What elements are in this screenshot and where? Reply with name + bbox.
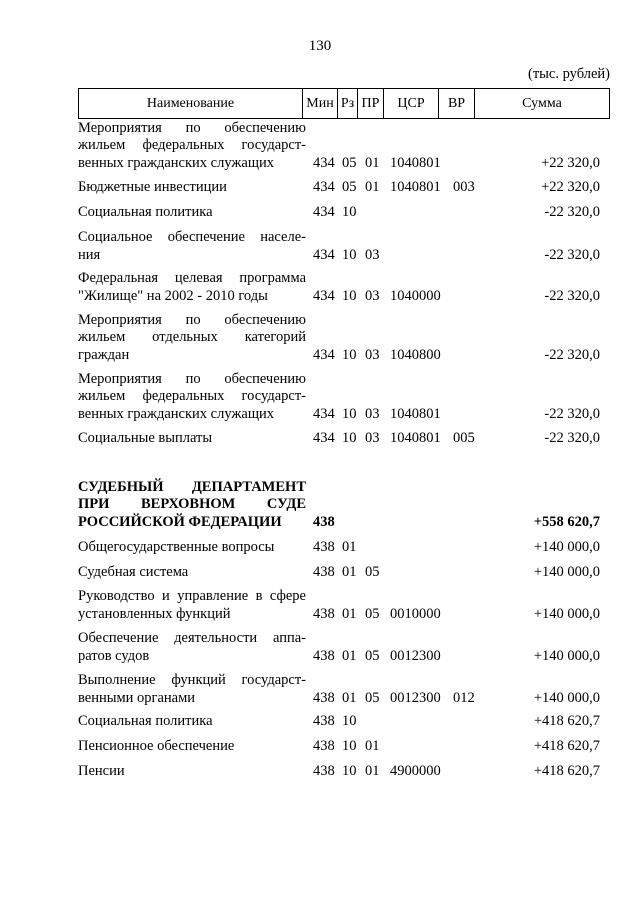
row-name-line: ратов судов — [78, 647, 150, 664]
cell-min: 438 — [313, 762, 335, 779]
table-row — [78, 763, 610, 781]
cell-min: 434 — [313, 287, 335, 304]
cell-min: 434 — [313, 405, 335, 422]
row-name-line: Мероприятия по обеспечению — [78, 370, 306, 387]
header-min: Мин — [303, 89, 338, 118]
cell-csr: 1040800 — [390, 346, 441, 363]
row-name-line: Общегосударственные вопросы — [78, 538, 275, 555]
cell-rz: 10 — [342, 712, 357, 729]
cell-sum: -22 320,0 — [544, 287, 600, 304]
cell-sum: -22 320,0 — [544, 429, 600, 446]
row-name-line: венных гражданских служащих — [78, 405, 275, 422]
row-name-line: Социальное обеспечение населе- — [78, 229, 306, 245]
cell-rz: 01 — [342, 538, 357, 555]
cell-sum: +418 620,7 — [533, 762, 600, 779]
table-row — [78, 179, 610, 197]
cell-min: 438 — [313, 563, 335, 580]
table-row — [78, 229, 610, 264]
row-name-line: Мероприятия по обеспечению — [78, 119, 306, 136]
row-name — [78, 430, 306, 448]
header-sum: Сумма — [475, 89, 610, 118]
cell-vr: 003 — [453, 178, 475, 195]
row-name-line: венных гражданских служащих — [78, 154, 275, 171]
row-name-line: СУДЕБНЫЙ ДЕПАРТАМЕНТ — [78, 478, 306, 495]
row-name — [78, 672, 306, 707]
row-name-line: Бюджетные инвестиции — [78, 178, 227, 195]
cell-rz: 05 — [342, 154, 357, 171]
cell-pr: 03 — [365, 346, 380, 363]
cell-min: 434 — [313, 203, 335, 220]
row-name — [78, 738, 306, 756]
table-row — [78, 738, 610, 756]
row-name-line: установленных функций — [78, 605, 231, 622]
row-name — [78, 564, 306, 582]
row-name-line: Федеральная целевая программа — [78, 270, 306, 286]
cell-csr: 4900000 — [390, 762, 441, 779]
row-name — [78, 312, 306, 365]
table-row — [78, 204, 610, 222]
row-name — [78, 539, 306, 557]
cell-sum: +140 000,0 — [533, 689, 600, 706]
cell-sum: +558 620,7 — [533, 513, 600, 530]
cell-pr: 01 — [365, 762, 380, 779]
cell-csr: 1040801 — [390, 154, 441, 171]
row-name — [78, 120, 306, 173]
header-vr: ВР — [439, 89, 475, 118]
cell-sum: +418 620,7 — [533, 737, 600, 754]
cell-rz: 10 — [342, 762, 357, 779]
row-name-line: Пенсии — [78, 762, 125, 779]
units-label: (тыс. рублей) — [528, 66, 610, 82]
row-name-line: венными органами — [78, 689, 196, 706]
cell-pr: 05 — [365, 647, 380, 664]
cell-pr: 05 — [365, 563, 380, 580]
cell-min: 438 — [313, 538, 335, 555]
row-name-line: "Жилище" на 2002 - 2010 годы — [78, 287, 268, 304]
cell-rz: 01 — [342, 563, 357, 580]
cell-pr: 01 — [365, 154, 380, 171]
cell-sum: -22 320,0 — [544, 246, 600, 263]
table-row — [78, 564, 610, 582]
row-name — [78, 713, 306, 731]
cell-vr: 005 — [453, 429, 475, 446]
row-name — [78, 270, 306, 305]
cell-rz: 10 — [342, 203, 357, 220]
row-name — [78, 229, 306, 264]
row-name-line: Руководство и управление в сфере — [78, 588, 306, 604]
table-row — [78, 588, 610, 623]
cell-rz: 01 — [342, 605, 357, 622]
row-name-line: жильем федеральных государст- — [78, 137, 306, 153]
table-row — [78, 312, 610, 365]
row-name-line: ния — [78, 246, 101, 263]
header-pr: ПР — [358, 89, 384, 118]
row-name — [78, 630, 306, 665]
table-row — [78, 672, 610, 707]
cell-sum: -22 320,0 — [544, 405, 600, 422]
cell-pr: 01 — [365, 178, 380, 195]
row-name-line: жильем отдельных категорий — [78, 329, 306, 345]
cell-csr: 1040801 — [390, 405, 441, 422]
table-row — [78, 270, 610, 305]
header-name: Наименование — [78, 89, 303, 118]
row-name-line: жильем федеральных государст- — [78, 388, 306, 404]
cell-sum: -22 320,0 — [544, 203, 600, 220]
cell-csr: 1040000 — [390, 287, 441, 304]
cell-csr: 0010000 — [390, 605, 441, 622]
cell-vr: 012 — [453, 689, 475, 706]
cell-sum: -22 320,0 — [544, 346, 600, 363]
cell-rz: 10 — [342, 346, 357, 363]
cell-min: 434 — [313, 178, 335, 195]
row-name-line: Социальная политика — [78, 712, 213, 729]
table-row — [78, 539, 610, 557]
row-name-line: Социальные выплаты — [78, 429, 213, 446]
page-number: 130 — [308, 38, 332, 54]
cell-sum: +140 000,0 — [533, 563, 600, 580]
row-name-line: Пенсионное обеспечение — [78, 737, 235, 754]
row-name-line: Мероприятия по обеспечению — [78, 311, 306, 328]
cell-csr: 1040801 — [390, 178, 441, 195]
cell-sum: +418 620,7 — [533, 712, 600, 729]
row-name-line: Социальная политика — [78, 203, 213, 220]
cell-sum: +22 320,0 — [541, 178, 600, 195]
table-row — [78, 430, 610, 448]
cell-rz: 10 — [342, 405, 357, 422]
cell-min: 438 — [313, 605, 335, 622]
cell-sum: +140 000,0 — [533, 605, 600, 622]
cell-pr: 03 — [365, 287, 380, 304]
row-name-line: Судебная система — [78, 563, 189, 580]
cell-rz: 01 — [342, 647, 357, 664]
cell-pr: 01 — [365, 737, 380, 754]
header-csr: ЦСР — [384, 89, 439, 118]
cell-min: 434 — [313, 429, 335, 446]
row-name-line: ПРИ ВЕРХОВНОМ СУДЕ — [78, 496, 306, 512]
cell-sum: +140 000,0 — [533, 538, 600, 555]
cell-pr: 05 — [365, 689, 380, 706]
cell-pr: 05 — [365, 605, 380, 622]
table-row — [78, 371, 610, 424]
cell-min: 438 — [313, 712, 335, 729]
cell-min: 438 — [313, 513, 335, 530]
cell-min: 438 — [313, 647, 335, 664]
row-name — [78, 371, 306, 424]
cell-rz: 10 — [342, 287, 357, 304]
cell-min: 434 — [313, 246, 335, 263]
row-name-line: Выполнение функций государст- — [78, 672, 306, 688]
row-name-line: Обеспечение деятельности аппа- — [78, 630, 306, 646]
cell-rz: 01 — [342, 689, 357, 706]
cell-min: 434 — [313, 346, 335, 363]
cell-min: 438 — [313, 689, 335, 706]
table-header — [78, 88, 610, 119]
cell-min: 434 — [313, 154, 335, 171]
row-name — [78, 204, 306, 222]
cell-csr: 1040801 — [390, 429, 441, 446]
table-row — [78, 713, 610, 731]
row-name — [78, 479, 306, 532]
cell-csr: 0012300 — [390, 647, 441, 664]
header-rz: Рз — [338, 89, 358, 118]
table-row — [78, 120, 610, 173]
cell-sum: +140 000,0 — [533, 647, 600, 664]
cell-rz: 10 — [342, 737, 357, 754]
table-row — [78, 630, 610, 665]
row-name-line: РОССИЙСКОЙ ФЕДЕРАЦИИ — [78, 513, 282, 530]
cell-csr: 0012300 — [390, 689, 441, 706]
cell-rz: 10 — [342, 246, 357, 263]
cell-pr: 03 — [365, 429, 380, 446]
row-name — [78, 179, 306, 197]
cell-rz: 10 — [342, 429, 357, 446]
cell-sum: +22 320,0 — [541, 154, 600, 171]
cell-pr: 03 — [365, 246, 380, 263]
row-name-line: граждан — [78, 346, 130, 363]
cell-min: 438 — [313, 737, 335, 754]
cell-rz: 05 — [342, 178, 357, 195]
cell-pr: 03 — [365, 405, 380, 422]
table-row — [78, 479, 610, 532]
row-name — [78, 588, 306, 623]
row-name — [78, 763, 306, 781]
